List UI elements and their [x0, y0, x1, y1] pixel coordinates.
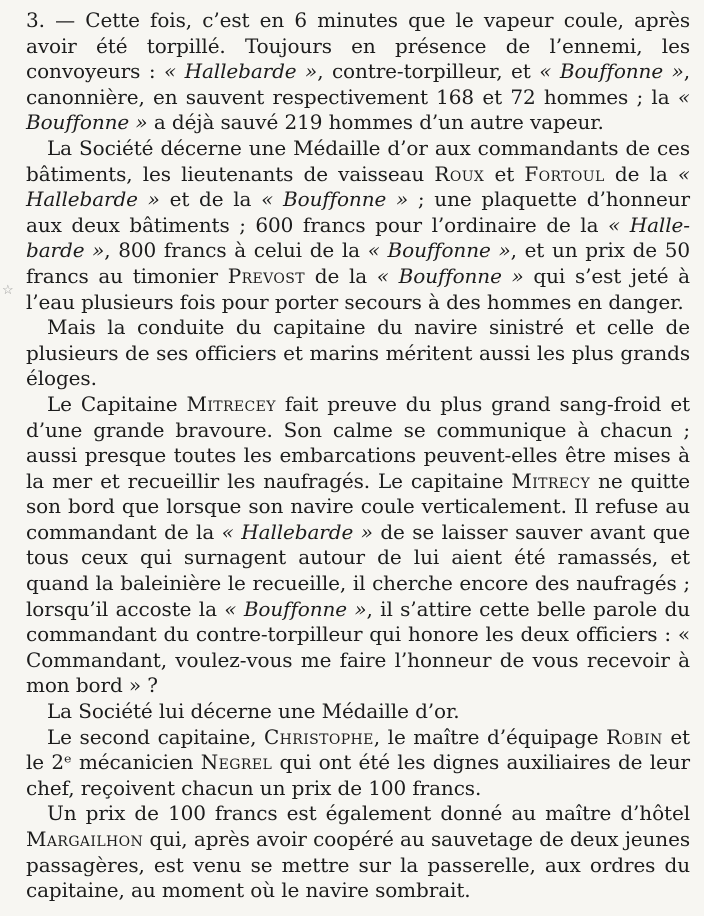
para-segment: et de la: [159, 187, 262, 212]
ship-name: « Bouffonne »: [376, 263, 524, 288]
paragraph-hotel-master: [26, 801, 690, 903]
para-segment: Mais la conduite du capitaine du navire sinistré et celle de plusieurs de ses officiers et marins méritent aussi les plus grands éloges.: [26, 315, 690, 391]
para-segment: ne quitte son bord que lorsque son navire coule verticalement. Il refuse au commandant de la: [26, 468, 690, 544]
para-segment: de se laisser sauver avant que tous ceux qui surnagent autour de lui aient été ramassés, et quand la baleinière le recueille, il cherche encore des naufragés ; lorsqu’il accoste la: [26, 519, 690, 621]
paragraph-3: [26, 8, 690, 136]
ship-name: « Bouffonne »: [224, 596, 367, 621]
person-name: Mitrecey: [186, 391, 276, 416]
para-segment: , il s’attire cette belle parole du commandant du contre-torpilleur qui honore les deux officiers : « Commandant, voulez-vous me faire l’honneur de vous recevoir à mon bord » ?: [26, 596, 690, 698]
person-name: Margailhon: [26, 827, 144, 851]
ship-name: « Bouffonne »: [261, 187, 409, 212]
paragraph-captain: [26, 392, 690, 699]
para-segment: , contre-torpilleur, et: [317, 59, 540, 84]
person-name: Christophe: [263, 724, 374, 749]
para-segment: de la: [604, 161, 678, 186]
ship-name: « Hallebarde »: [221, 519, 373, 544]
ship-name: « Bouffonne »: [367, 238, 511, 263]
para-segment: qui ont été les dignes auxiliaires de leur chef, reçoivent chacun un prix de 100 francs.: [26, 750, 690, 800]
para-segment: fait preuve du plus grand sang-froid et d’une grande bravoure. Son calme se communique à chacun ; aussi presque toutes les embarcations peuvent-elles être mises à la mer et recueillir les naufragés. Le capitaine: [26, 391, 690, 493]
ship-name: « Hallebarde »: [26, 212, 690, 263]
paragraph-award-commanders: [26, 136, 690, 315]
para-segment: qui s’est jeté à l’eau plusieurs fois pour porter secours à des hommes en danger.: [26, 263, 690, 314]
para-segment: Le second capitaine,: [47, 724, 264, 749]
para-segment: , canonnière, en sauvent respectivement 168 et 72 hommes ; la: [26, 59, 690, 109]
paragraph-second-captain: [26, 725, 690, 802]
para-segment: et le 2ᵉ mécanicien: [26, 724, 690, 775]
paragraph-conduct: [26, 315, 690, 392]
person-name: Prevost: [227, 263, 306, 288]
para-segment: a déjà sauvé 219 hommes d’un autre vapeur.: [147, 110, 604, 135]
ship-name: « Bouffonne »: [26, 84, 690, 135]
paragraph-medal: [26, 699, 690, 725]
margin-mark-icon: ☆: [2, 283, 14, 298]
person-name: Fortoul: [524, 161, 605, 186]
para-segment: Un prix de 100 francs est également donné au maître d’hôtel: [47, 801, 690, 826]
person-name: Robin: [606, 724, 663, 749]
para-segment: de la: [305, 263, 377, 288]
para-segment: Le Capitaine: [47, 391, 187, 416]
para-segment: , 800 francs à celui de la: [104, 238, 368, 263]
para-segment: et: [484, 161, 525, 186]
para-segment: , le maître d’équipage: [373, 724, 607, 749]
para-segment: qui, après avoir coopéré au sauvetage de deux jeunes passagères, est venu se mettre sur la passerelle, aux ordres du capitaine, au moment où le navire sombrait.: [26, 827, 690, 903]
ship-name: « Bouffonne »: [539, 59, 684, 84]
para-segment: ; une plaquette d’honneur aux deux bâtiments ; 600 francs pour l’ordinaire de la: [26, 187, 691, 237]
person-name: Mitrecy: [511, 468, 591, 493]
para-segment: 3. — Cette fois, c’est en 6 minutes que le vapeur coule, après avoir été torpillé. Toujours en présence de l’ennemi, les convoyeurs :: [26, 8, 690, 84]
ship-name: « Hallebarde »: [26, 161, 690, 212]
person-name: Roux: [434, 161, 485, 186]
person-name: Negrel: [200, 750, 273, 775]
para-segment: La Société décerne une Médaille d’or aux commandants de ces bâtiments, les lieutenants de vaisseau: [26, 135, 690, 186]
ship-name: « Hallebarde »: [163, 59, 318, 84]
para-segment: La Société lui décerne une Médaille d’or.: [47, 699, 460, 724]
para-segment: , et un prix de 50 francs au timonier: [26, 238, 691, 288]
